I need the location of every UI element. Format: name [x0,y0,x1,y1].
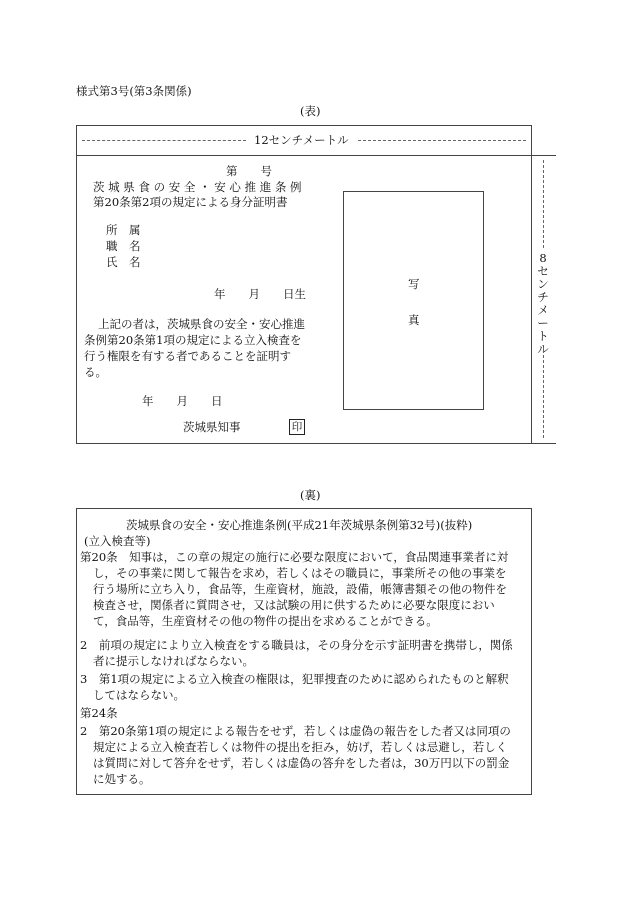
back-line-14: は質問に対して答弁をせず，若しくは虚偽の答弁をした者は，30万円以下の罰金 [93,756,510,770]
width-dimension-line-right [358,140,526,141]
height-dimension-line-bottom [543,350,544,438]
field-affiliation: 所 属 [106,223,141,237]
back-line-11: 第24条 [80,706,118,720]
back-line-4: 行う場所に立ち入り，食品等，生産資材，施設，設備，帳簿書類その他の物件を [93,582,507,596]
dimension-divider [76,155,532,156]
dimension-extension-top [531,155,556,156]
back-line-5: 検査させ，関係者に質問させ，又は試験の用に供するために必要な限度におい [93,598,495,612]
back-line-6: て，食品等，生産資材その他の物件の提出を求めることができる。 [93,614,438,628]
back-line-9: 3 第1項の規定による立入検査の権限は，犯罪捜査のために認められたものと解釈 [80,672,509,686]
certificate-title-line1: 茨 城 県 食 の 安 全 ・ 安 心 推 進 条 例 [93,180,302,194]
back-line-8: 者に提示しなければならない。 [93,654,254,668]
statement-line-1: 上記の者は，茨城県食の安全・安心推進 [98,317,305,331]
back-line-12: 2 第20条第1項の規定による報告をせず，若しくは虚偽の報告をした者又は同項の [80,724,511,738]
front-side-title: (表) [300,104,321,118]
back-line-15: に処する。 [93,772,151,786]
form-number-label: 様式第3号(第3条関係) [76,84,192,98]
field-position: 職 名 [106,239,141,253]
back-line-7: 2 前項の規定により立入検査をする職員は，その身分を示す証明書を携帯し，関係 [80,638,513,652]
width-dimension-label: 12センチメートル [254,133,349,147]
photo-area [343,191,484,410]
field-name: 氏 名 [106,255,141,269]
height-dimension-line-top [543,160,544,248]
back-line-13: 規定による立入検査若しくは物件の提出を拒み，妨げ，若しくは忌避し，若しく [93,740,508,754]
statement-line-2: 条例第20条第1項の規定による立入検査を [84,333,302,347]
back-side-title: (裏) [300,488,321,502]
photo-label-1: 写 [408,277,420,291]
back-line-3: し，その事業に関して報告を求め，若しくはその職員に，事業所その他の事業を [93,566,507,580]
photo-label-2: 真 [408,313,420,327]
back-line-2: 第20条 知事は，この章の規定の施行に必要な限度において，食品関連事業者に対 [80,550,509,564]
statement-line-3: 行う権限を有する者であることを証明す [84,349,291,363]
statement-line-4: る。 [84,365,107,379]
issuer-name: 茨城県知事 [183,420,241,434]
certificate-title-line2: 第20条第2項の規定による身分証明書 [93,195,288,209]
back-line-10: してはならない。 [93,688,185,702]
back-line-0: 茨城県食の安全・安心推進条例(平成21年茨城県条例第32号)(抜粋) [126,518,473,532]
certificate-number: 第 号 [226,164,272,178]
birth-date-line: 年 月 日生 [214,287,306,301]
height-dimension-label: 8センチメートル [537,251,549,356]
dimension-extension-bottom [531,443,556,444]
width-dimension-line-left [82,140,246,141]
seal-stamp: 印 [289,419,305,435]
back-line-1: (立入検査等) [84,534,151,548]
issue-date-line: 年 月 日 [142,394,223,408]
